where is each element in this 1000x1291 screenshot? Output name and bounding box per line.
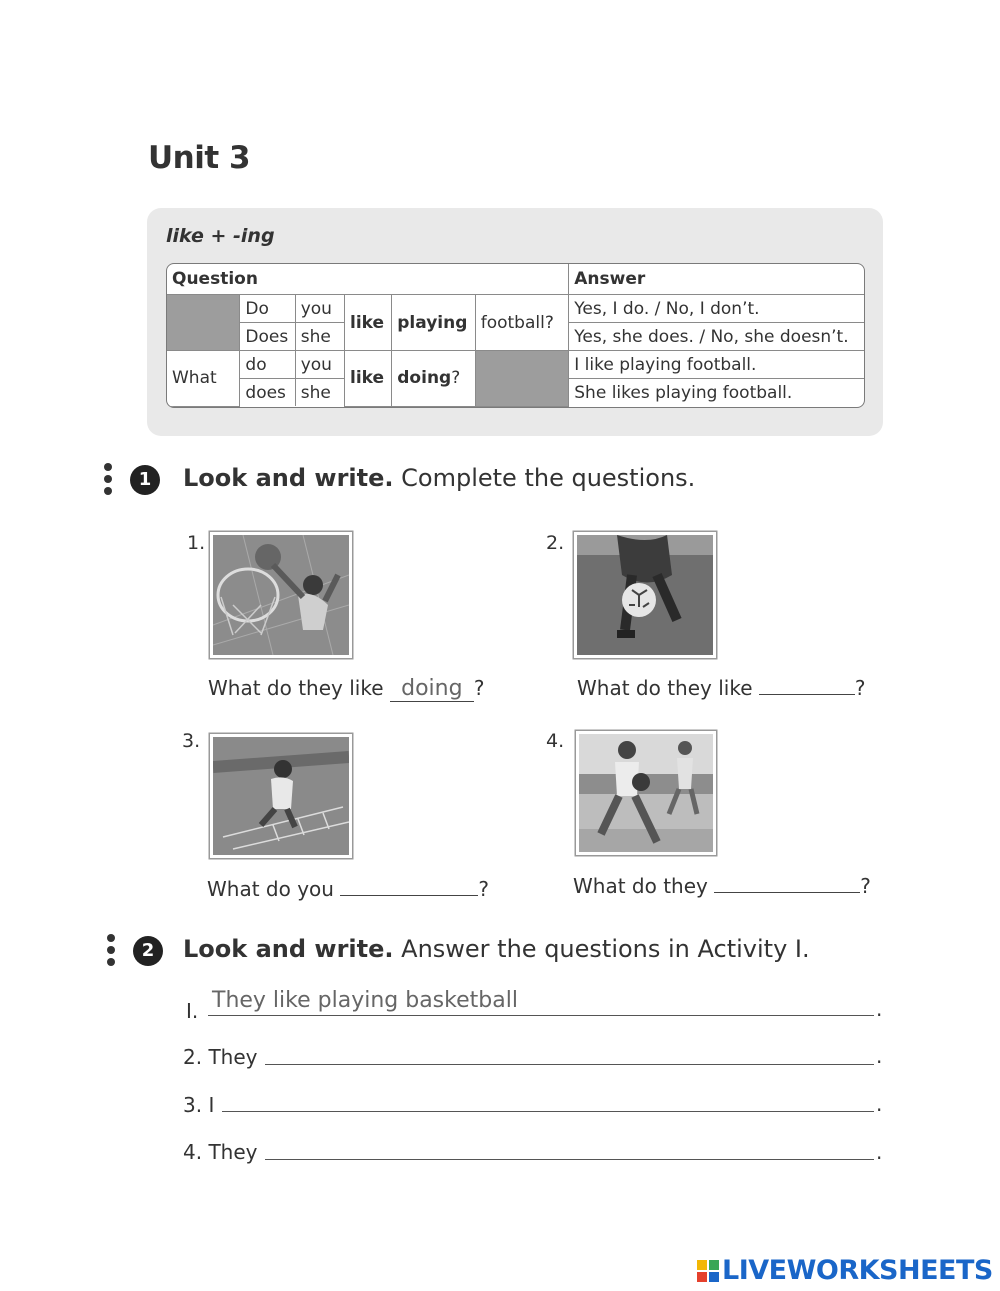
item-number: 1. [187, 532, 206, 554]
question-end: ? [473, 676, 485, 700]
answer-label: I. [186, 999, 199, 1023]
table-cell: she [295, 323, 344, 351]
line-end: . [876, 1044, 883, 1068]
table-cell-answer: I like playing football. [569, 351, 864, 379]
activity1-instructions: Complete the questions. [401, 464, 696, 492]
question-text: What do you [207, 877, 334, 901]
liveworksheets-logo[interactable]: LIVEWORKSHEETS [722, 1255, 993, 1286]
basketball-photo [210, 532, 352, 658]
header-answer: Answer [569, 264, 864, 295]
grey-cell [167, 295, 240, 351]
item-number: 4. [546, 730, 565, 752]
grammar-table [166, 263, 865, 408]
table-cell-playing: playing [392, 295, 475, 351]
answer-label: 4. They [183, 1140, 258, 1164]
table-cell-answer: Yes, I do. / No, I don’t. [569, 295, 864, 323]
activity-number-badge: 2 [133, 936, 163, 966]
question-end: ? [478, 877, 489, 901]
line-end: . [876, 1092, 883, 1116]
hopscotch-photo [210, 734, 352, 858]
table-cell: you [295, 351, 344, 379]
activity1-bold: Look and write. [183, 464, 394, 492]
answer-input-4[interactable] [714, 874, 860, 893]
question-end: ? [854, 676, 866, 700]
question-4 [573, 874, 871, 898]
activity1-heading [183, 464, 695, 492]
question-2 [577, 676, 865, 700]
drag-handle-icon [104, 463, 112, 499]
table-cell-like: like [345, 295, 392, 351]
question-text: What do they [573, 874, 708, 898]
table-cell: Does [240, 323, 295, 351]
table-cell: does [240, 379, 295, 407]
activity-number-badge: 1 [130, 465, 160, 495]
doing-word: doing [397, 368, 452, 389]
football-photo [574, 532, 716, 658]
question-3 [207, 877, 489, 901]
answer-line-2[interactable] [265, 1040, 874, 1065]
grey-cell [475, 351, 569, 407]
item-number: 2. [546, 532, 565, 554]
activity2-instructions: Answer the questions in Activity I. [401, 935, 810, 963]
table-cell-doing [392, 351, 475, 407]
grammar-title: like + -ing [166, 225, 275, 247]
table-cell-answer: Yes, she does. / No, she doesn’t. [569, 323, 864, 351]
table-cell: you [295, 295, 344, 323]
question-1 [208, 676, 484, 702]
question-text: What do they like [577, 676, 753, 700]
answer-line-4[interactable] [265, 1135, 874, 1160]
table-cell-what: What [167, 351, 240, 407]
doing-mark: ? [451, 368, 461, 389]
item-number: 3. [182, 730, 201, 752]
page-title: Unit 3 [148, 140, 251, 176]
answer-line-1[interactable]: They like playing basketball [208, 988, 874, 1016]
answer-label: 2. They [183, 1045, 258, 1069]
table-cell: she [295, 379, 344, 407]
answer-input-2[interactable] [759, 676, 855, 695]
activity2-bold: Look and write. [183, 935, 394, 963]
answer-input-3[interactable] [340, 877, 478, 896]
question-text: What do they like [208, 676, 384, 700]
answer-line-3[interactable] [222, 1087, 874, 1112]
header-question: Question [167, 264, 569, 295]
table-cell: do [240, 351, 295, 379]
logo-mark-icon [697, 1260, 719, 1286]
table-cell: Do [240, 295, 295, 323]
line-end: . [876, 1140, 883, 1164]
table-cell-like: like [345, 351, 392, 407]
drag-handle-icon [107, 934, 115, 970]
answer-label: 3. I [183, 1093, 215, 1117]
question-end: ? [860, 874, 871, 898]
answer-input-1[interactable]: doing [390, 676, 474, 702]
line-end: . [876, 997, 883, 1021]
activity2-heading [183, 935, 810, 963]
table-cell-answer: She likes playing football. [569, 379, 864, 407]
table-cell-football: football? [475, 295, 569, 351]
baseball-photo [576, 731, 716, 855]
